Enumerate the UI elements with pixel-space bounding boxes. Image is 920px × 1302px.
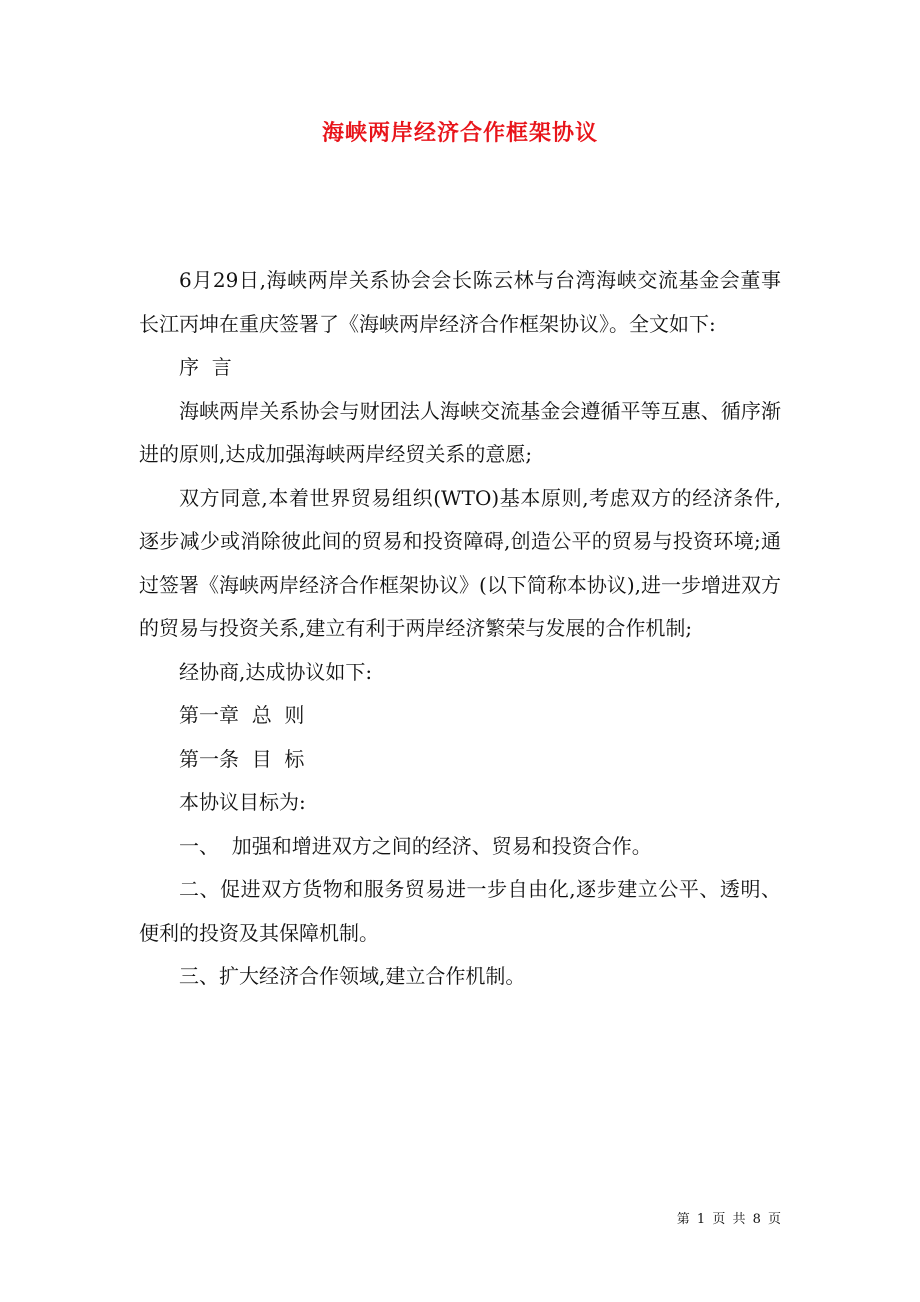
document-body: [139, 259, 781, 999]
paragraph-preface-2: 双方同意,本着世界贸易组织(WTO)基本原则,考虑双方的经济条件,逐步减少或消除彼此间的贸易和投资障碍,创造公平的贸易与投资环境;通过签署《海峡两岸经济合作框架协议》(以下简称本协议),进一步增进双方的贸易与投资关系,建立有利于两岸经济繁荣与发展的合作机制;: [139, 485, 781, 640]
paragraph-intro: 6月29日,海峡两岸关系协会会长陈云林与台湾海峡交流基金会董事长江丙坤在重庆签署了《海峡两岸经济合作框架协议》。全文如下:: [139, 268, 781, 336]
paragraph-objectives-intro: 本协议目标为:: [179, 790, 306, 814]
page-number-footer: 第 1 页 共 8 页: [676, 1212, 781, 1227]
list-item-objective-3: 三、扩大经济合作领域,建立合作机制。: [179, 964, 526, 988]
paragraph-preface-1: 海峡两岸关系协会与财团法人海峡交流基金会遵循平等互惠、循序渐进的原则,达成加强海峡两岸经贸关系的意愿;: [139, 398, 781, 466]
section-heading-preface: 序 言: [179, 355, 232, 379]
chapter-heading-1: 第一章 总 则: [179, 703, 305, 727]
document-title: 海峡两岸经济合作框架协议: [321, 120, 598, 146]
paragraph-agreement: 经协商,达成协议如下:: [179, 659, 373, 684]
list-item-objective-1: 一、 加强和增进双方之间的经济、贸易和投资合作。: [179, 833, 652, 858]
article-heading-1: 第一条 目 标: [179, 746, 305, 771]
list-item-objective-2: 二、促进双方货物和服务贸易进一步自由化,逐步建立公平、透明、便利的投资及其保障机制。: [139, 877, 781, 945]
